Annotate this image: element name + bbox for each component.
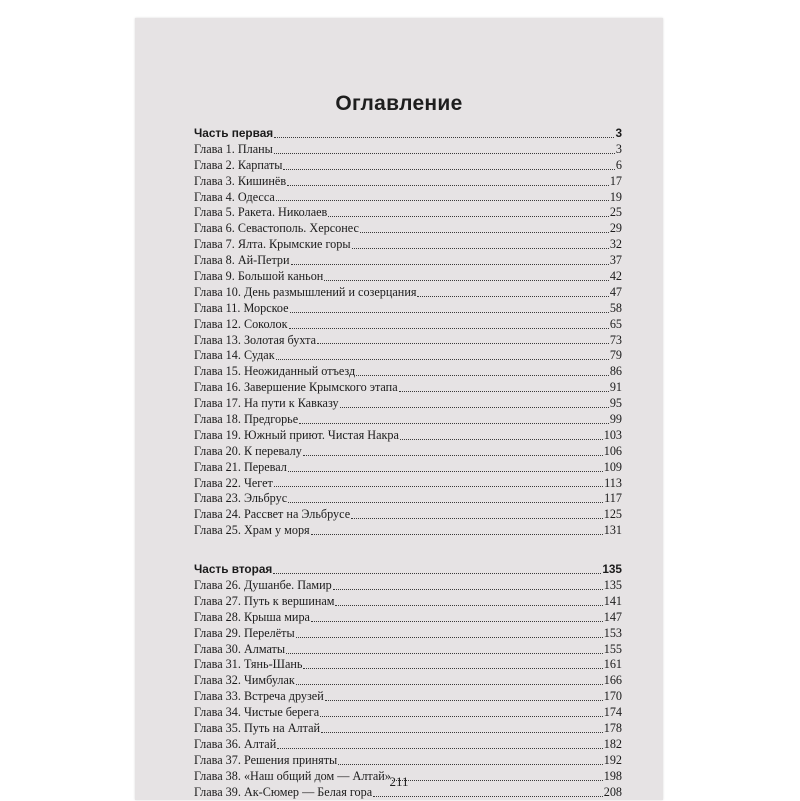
dot-leader [311, 533, 603, 535]
chapter-page: 174 [603, 705, 622, 720]
dot-leader [356, 374, 609, 376]
chapter-page: 65 [609, 316, 622, 331]
dot-leader [274, 485, 603, 487]
toc-entry [194, 285, 622, 301]
chapter-title: Глава 25. Храм у моря [194, 523, 310, 538]
dot-leader [335, 604, 602, 606]
dot-leader [273, 572, 601, 574]
chapter-title: Глава 37. Решения приняты [194, 752, 338, 767]
toc-entry [194, 253, 622, 269]
chapter-title: Глава 3. Кишинёв [194, 173, 287, 188]
toc-entry [194, 428, 622, 444]
dot-leader [277, 747, 602, 749]
chapter-page: 198 [603, 768, 622, 783]
chapter-page: 192 [603, 752, 622, 767]
chapter-title: Глава 31. Тянь-Шань [194, 657, 303, 672]
chapter-title: Глава 5. Ракета. Николаев [194, 205, 328, 220]
dot-leader [296, 683, 603, 685]
chapter-page: 178 [603, 721, 622, 736]
chapter-page: 3 [615, 141, 622, 156]
toc-entry [194, 523, 622, 539]
dot-leader [399, 390, 609, 392]
dot-leader [351, 517, 603, 519]
chapter-title: Глава 8. Ай-Петри [194, 253, 290, 268]
part-1-chapter-list [194, 142, 622, 539]
chapter-title: Глава 11. Морское [194, 300, 289, 315]
dot-leader [373, 795, 603, 797]
part-page: 135 [602, 562, 622, 577]
dot-leader [287, 184, 609, 186]
toc-entry [194, 507, 622, 523]
chapter-title: Глава 24. Рассвет на Эльбрусе [194, 507, 351, 522]
toc-entry [194, 737, 622, 753]
book-page [135, 18, 663, 800]
chapter-page: 73 [609, 332, 622, 347]
toc-entry [194, 364, 622, 380]
part-label: Часть вторая [194, 562, 273, 577]
chapter-title: Глава 20. К перевалу [194, 443, 302, 458]
dot-leader [320, 715, 603, 717]
dot-leader [340, 406, 609, 408]
chapter-title: Глава 21. Перевал [194, 459, 287, 474]
toc-entry [194, 190, 622, 206]
dot-leader [328, 215, 609, 217]
chapter-page: 32 [609, 237, 622, 252]
dot-leader [338, 763, 602, 765]
part-page: 3 [615, 125, 622, 140]
chapter-page: 79 [609, 348, 622, 363]
part-2-chapter-list [194, 578, 622, 800]
toc-entry [194, 142, 622, 158]
toc-part-2 [194, 562, 622, 578]
chapter-page: 19 [609, 189, 622, 204]
chapter-title: Глава 16. Завершение Крымского этапа [194, 380, 398, 395]
chapter-title: Глава 12. Соколок [194, 316, 288, 331]
toc-entry [194, 476, 622, 492]
chapter-title: Глава 7. Ялта. Крымские горы [194, 237, 351, 252]
chapter-title: Глава 2. Карпаты [194, 157, 283, 172]
dot-leader [333, 588, 603, 590]
toc-entry [194, 610, 622, 626]
chapter-title: Глава 10. День размышлений и созерцания [194, 284, 417, 299]
dot-leader [291, 263, 609, 265]
chapter-title: Глава 32. Чимбулак [194, 673, 295, 688]
toc-entry [194, 626, 622, 642]
chapter-page: 99 [609, 412, 622, 427]
dot-leader [417, 295, 608, 297]
chapter-title: Глава 17. На пути к Кавказу [194, 396, 339, 411]
toc-entry [194, 396, 622, 412]
chapter-page: 125 [603, 507, 622, 522]
chapter-page: 208 [603, 784, 622, 799]
chapter-page: 113 [604, 475, 622, 490]
part-separator [194, 539, 622, 562]
dot-leader [303, 667, 602, 669]
toc-entry [194, 237, 622, 253]
chapter-title: Глава 27. Путь к вершинам [194, 593, 335, 608]
chapter-page: 58 [609, 300, 622, 315]
toc-entry [194, 333, 622, 349]
toc-entry [194, 348, 622, 364]
chapter-page: 91 [609, 380, 622, 395]
toc-entry [194, 578, 622, 594]
chapter-title: Глава 30. Алматы [194, 641, 286, 656]
chapter-page: 170 [603, 689, 622, 704]
chapter-title: Глава 39. Ак-Сюмер — Белая гора [194, 784, 373, 799]
chapter-page: 47 [609, 284, 622, 299]
chapter-title: Глава 22. Чегет [194, 475, 273, 490]
toc-entry [194, 269, 622, 285]
chapter-title: Глава 13. Золотая бухта [194, 332, 317, 347]
toc-entry [194, 753, 622, 769]
chapter-page: 6 [615, 157, 622, 172]
dot-leader [274, 152, 615, 154]
dot-leader [311, 620, 603, 622]
part-label: Часть первая [194, 125, 274, 140]
toc-entry [194, 642, 622, 658]
chapter-title: Глава 28. Крыша мира [194, 609, 310, 624]
dot-leader [360, 231, 609, 233]
dot-leader [290, 311, 609, 313]
chapter-page: 161 [603, 657, 622, 672]
toc-entry [194, 174, 622, 190]
chapter-page: 106 [603, 443, 622, 458]
toc-entry [194, 460, 622, 476]
chapter-title: Глава 1. Планы [194, 141, 273, 156]
chapter-page: 155 [603, 641, 622, 656]
dot-leader [288, 470, 603, 472]
dot-leader [324, 279, 608, 281]
chapter-title: Глава 33. Встреча друзей [194, 689, 324, 704]
chapter-title: Глава 18. Предгорье [194, 412, 299, 427]
dot-leader [321, 731, 603, 733]
dot-leader [303, 454, 603, 456]
toc-entry [194, 721, 622, 737]
chapter-page: 109 [603, 459, 622, 474]
chapter-title: Глава 19. Южный приют. Чистая Накра [194, 427, 399, 442]
dot-leader [325, 699, 603, 701]
chapter-page: 153 [603, 625, 622, 640]
toc-entry [194, 689, 622, 705]
chapter-page: 86 [609, 364, 622, 379]
toc-entry [194, 658, 622, 674]
chapter-page: 182 [603, 736, 622, 751]
chapter-title: Глава 6. Севастополь. Херсонес [194, 221, 359, 236]
dot-leader [289, 327, 609, 329]
toc-entry [194, 594, 622, 610]
dot-leader [296, 636, 603, 638]
table-of-contents [194, 126, 622, 801]
dot-leader [276, 199, 609, 201]
chapter-page: 135 [603, 578, 622, 593]
toc-entry [194, 705, 622, 721]
page-title: Оглавление [335, 92, 463, 115]
dot-leader [276, 358, 609, 360]
chapter-title: Глава 36. Алтай [194, 736, 277, 751]
dot-leader [400, 438, 603, 440]
toc-entry [194, 673, 622, 689]
toc-entry [194, 444, 622, 460]
chapter-page: 166 [603, 673, 622, 688]
chapter-title: Глава 38. «Наш общий дом — Алтай» [194, 768, 391, 783]
dot-leader [283, 168, 614, 170]
chapter-page: 29 [609, 221, 622, 236]
dot-leader [317, 342, 609, 344]
chapter-page: 147 [603, 609, 622, 624]
dot-leader [299, 422, 609, 424]
toc-entry [194, 491, 622, 507]
chapter-page: 103 [603, 427, 622, 442]
chapter-title: Глава 4. Одесса [194, 189, 275, 204]
dot-leader [274, 136, 614, 138]
chapter-page: 25 [609, 205, 622, 220]
toc-entry [194, 301, 622, 317]
toc-entry [194, 317, 622, 333]
toc-entry [194, 158, 622, 174]
toc-entry [194, 412, 622, 428]
chapter-title: Глава 35. Путь на Алтай [194, 721, 321, 736]
chapter-page: 117 [604, 491, 622, 506]
chapter-page: 141 [603, 593, 622, 608]
dot-leader [286, 652, 603, 654]
chapter-page: 17 [609, 173, 622, 188]
chapter-title: Глава 9. Большой каньон [194, 269, 324, 283]
chapter-title: Глава 29. Перелёты [194, 625, 295, 640]
chapter-title: Глава 14. Судак [194, 348, 275, 363]
chapter-page: 37 [609, 253, 622, 268]
chapter-page: 95 [609, 396, 622, 411]
chapter-page: 42 [609, 269, 622, 283]
page-number: 211 [389, 774, 409, 789]
dot-leader [288, 501, 603, 503]
toc-part-1 [194, 126, 622, 142]
dot-leader [352, 247, 609, 249]
chapter-title: Глава 26. Душанбе. Памир [194, 578, 332, 593]
chapter-title: Глава 34. Чистые берега [194, 705, 320, 720]
toc-entry [194, 205, 622, 221]
chapter-title: Глава 23. Эльбрус [194, 491, 288, 506]
chapter-page: 131 [603, 523, 622, 538]
chapter-title: Глава 15. Неожиданный отъезд [194, 364, 356, 379]
toc-entry [194, 380, 622, 396]
toc-entry [194, 221, 622, 237]
